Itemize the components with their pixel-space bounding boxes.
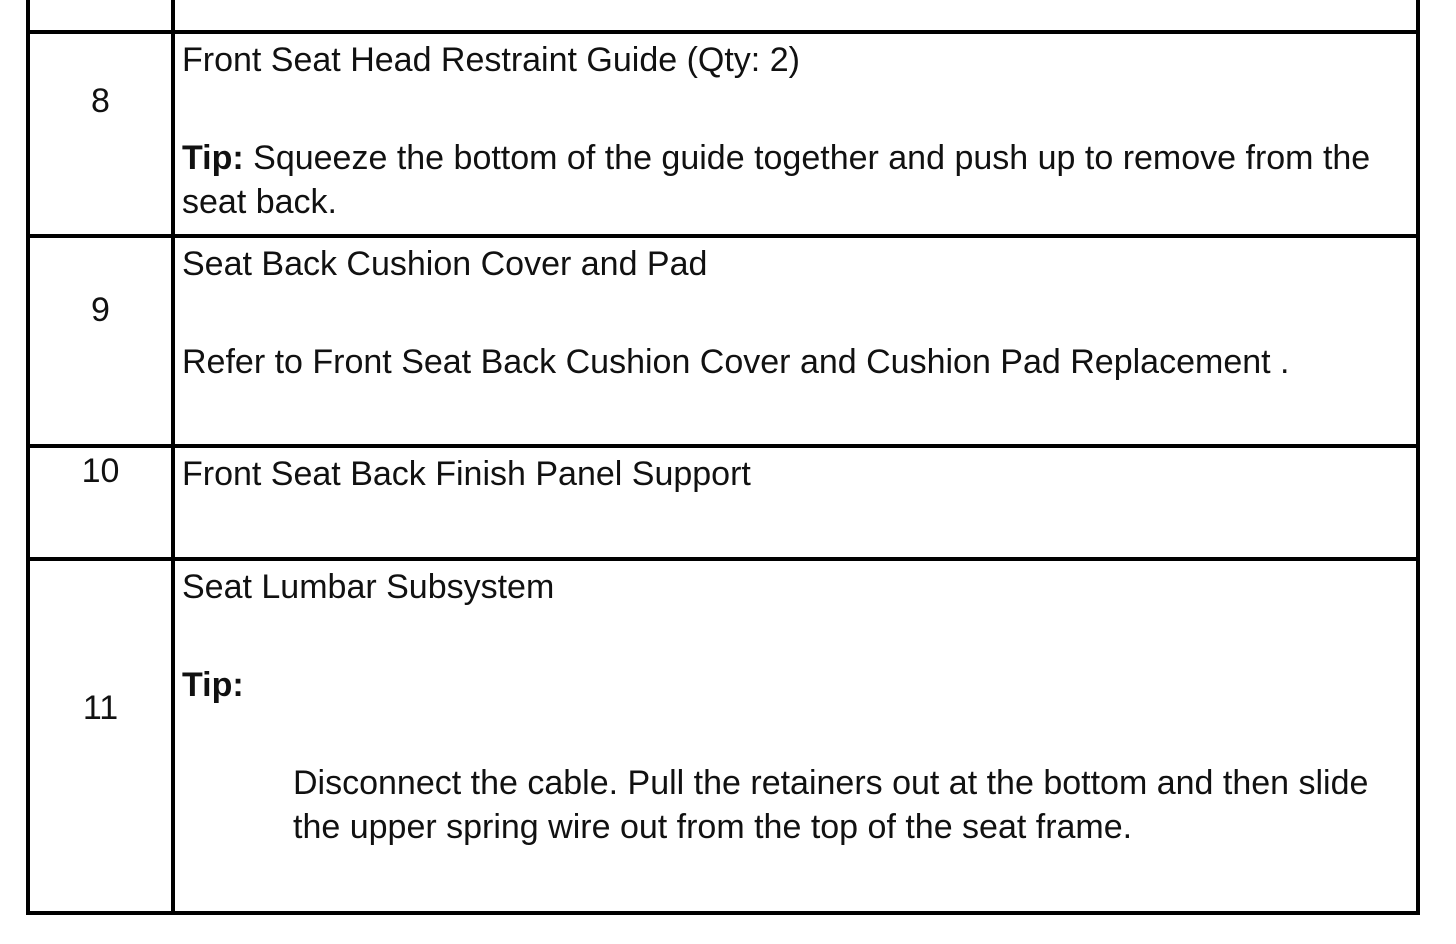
step-number-cell xyxy=(28,236,173,446)
table-row xyxy=(28,559,1418,913)
tip-text: Squeeze the bottom of the guide together and push up to remove from the seat back. xyxy=(182,139,1371,221)
step-number-cell xyxy=(28,446,173,559)
step-number-cell xyxy=(28,32,173,236)
step-description-cell xyxy=(173,32,1418,236)
step-tip xyxy=(175,136,1416,224)
step-note: Refer to Front Seat Back Cushion Cover and Cushion Pad Replacement . xyxy=(182,343,1290,381)
step-title: Front Seat Head Restraint Guide (Qty: 2) xyxy=(182,41,800,79)
tip-label: Tip: xyxy=(182,139,244,177)
step-description-cell xyxy=(173,559,1418,913)
table-row xyxy=(28,0,1418,32)
step-title: Seat Lumbar Subsystem xyxy=(182,568,555,606)
step-description-cell xyxy=(173,236,1418,446)
step-number: 9 xyxy=(91,291,110,329)
tip-text: Disconnect the cable. Pull the retainers out at the bottom and then slide the upper spring wire out from the top of the seat frame. xyxy=(293,764,1369,846)
step-description-cell xyxy=(173,446,1418,559)
table-row xyxy=(28,32,1418,236)
step-title: Seat Back Cushion Cover and Pad xyxy=(182,245,708,283)
step-number-cell xyxy=(28,559,173,913)
step-number: 8 xyxy=(91,82,110,120)
procedure-table xyxy=(26,0,1420,915)
step-number: 11 xyxy=(82,689,119,727)
step-number-cell xyxy=(28,0,173,32)
step-number: 10 xyxy=(81,452,120,490)
step-title: Front Seat Back Finish Panel Support xyxy=(182,455,751,493)
table-row xyxy=(28,236,1418,446)
step-description-cell xyxy=(173,0,1418,32)
table-row xyxy=(28,446,1418,559)
tip-label: Tip: xyxy=(182,666,244,704)
